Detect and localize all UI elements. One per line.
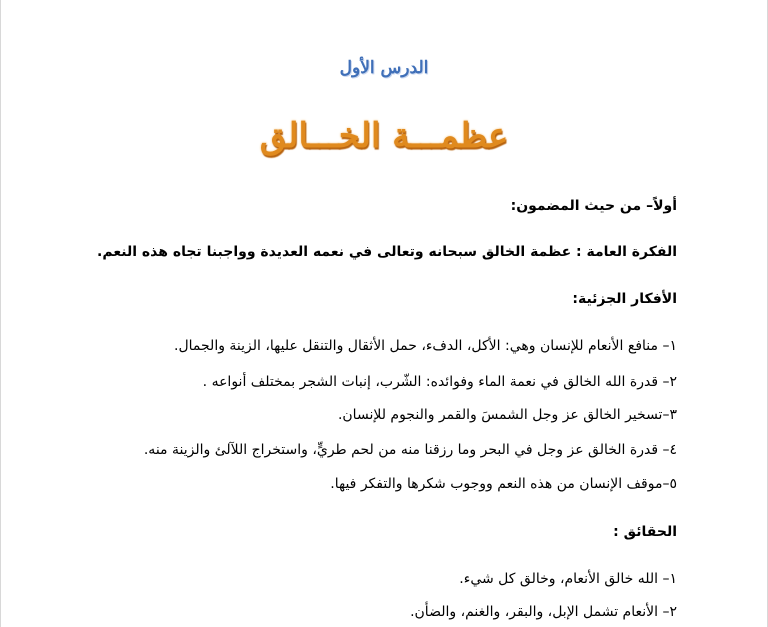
- lesson-title: عظمـــة الخـــالق: [259, 116, 509, 156]
- partial-idea-item: ٢– قدرة الله الخالق في نعمة الماء وفوائده: الشّرب، إنبات الشجر بمختلف أنواعه .: [202, 374, 677, 390]
- partial-idea-item: ٤– قدرة الخالق عز وجل في البحر وما رزقنا منه من لحم طريٍّ، واستخراج اللآلئ والزينة منه.: [143, 442, 677, 458]
- partial-idea-item: ١– منافع الأنعام للإنسان وهي: الأكل، الدفء، حمل الأثقال والتنقل عليها، الزينة والجمال.: [174, 338, 677, 354]
- content-heading: أولاً– من حيث المضمون:: [510, 198, 677, 214]
- partial-ideas-heading: الأفكار الجزئية:: [572, 291, 677, 307]
- partial-idea-item: ٥–موقف الإنسان من هذه النعم ووجوب شكرها والتفكر فيها.: [330, 476, 677, 492]
- fact-item: ١– الله خالق الأنعام، وخالق كل شيء.: [459, 571, 677, 587]
- fact-item: ٢– الأنعام تشمل الإبل، والبقر، والغنم، والضأن.: [410, 604, 677, 620]
- general-idea: الفكرة العامة : عظمة الخالق سبحانه وتعالى في نعمه العديدة وواجبنا تجاه هذه النعم.: [97, 244, 677, 260]
- facts-heading: الحقائق :: [613, 524, 677, 540]
- partial-idea-item: ٣–تسخير الخالق عز وجل الشمسَ والقمر والنجوم للإنسان.: [337, 407, 677, 423]
- lesson-label: الدرس الأول: [339, 58, 429, 78]
